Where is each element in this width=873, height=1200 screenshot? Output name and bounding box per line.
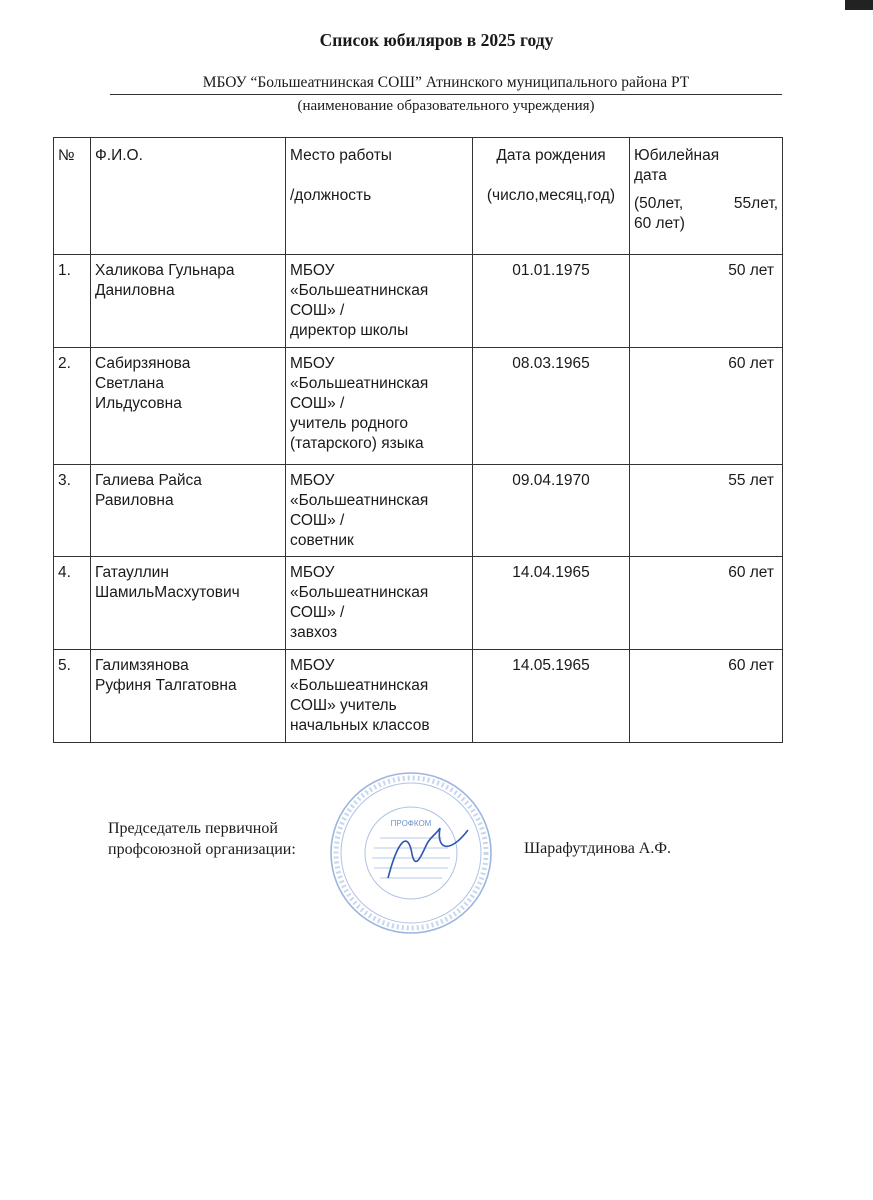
work-line: МБОУ — [290, 472, 335, 489]
cell-birth-date: 09.04.1970 — [473, 465, 630, 557]
fio-line: Галиева Райса — [95, 472, 202, 489]
work-line: СОШ» / — [290, 604, 345, 621]
union-stamp — [328, 770, 494, 936]
document-title: Список юбиляров в 2025 году — [319, 30, 554, 50]
table-row — [54, 650, 783, 743]
cell-fio — [91, 557, 286, 650]
cell-jubilee: 55 лет — [630, 465, 783, 557]
stamp-center-text: ПРОФКОМ — [390, 819, 432, 828]
cell-num: 5. — [54, 650, 91, 743]
fio-line: Даниловна — [95, 282, 175, 299]
stamp-outer-ring — [331, 773, 491, 933]
header-jub-line1: Юбилейная — [634, 147, 720, 164]
header-jub-line2: дата — [634, 167, 667, 184]
header-fio: Ф.И.О. — [91, 138, 286, 255]
table-row — [54, 465, 783, 557]
table-row — [54, 348, 783, 465]
signature-role — [108, 818, 296, 860]
work-line: «Большеатнинская — [290, 492, 429, 509]
header-jub-opt1: (50лет, — [634, 195, 684, 212]
cell-num: 4. — [54, 557, 91, 650]
header-work-line2: /должность — [290, 187, 372, 204]
header-num: № — [54, 138, 91, 255]
cell-work — [286, 650, 473, 743]
work-line: учитель родного — [290, 415, 408, 432]
work-line: МБОУ — [290, 262, 335, 279]
cell-work — [286, 557, 473, 650]
work-line: «Большеатнинская — [290, 677, 429, 694]
fio-line: Руфиня Талгатовна — [95, 677, 237, 694]
signature-name: Шарафутдинова А.Ф. — [524, 840, 671, 857]
fio-line: Сабирзянова — [95, 355, 191, 372]
fio-line: Халикова Гульнара — [95, 262, 235, 279]
cell-jubilee: 60 лет — [630, 557, 783, 650]
work-line: МБОУ — [290, 355, 335, 372]
work-line: «Большеатнинская — [290, 282, 429, 299]
fio-line: Светлана — [95, 375, 164, 392]
work-line: (татарского) языка — [290, 435, 424, 452]
cell-jubilee: 60 лет — [630, 650, 783, 743]
header-jub-line4: 60 лет) — [634, 215, 685, 232]
signature-role-line2: профсоюзной организации: — [108, 841, 296, 858]
cell-birth-date: 14.05.1965 — [473, 650, 630, 743]
fio-line: Равиловна — [95, 492, 174, 509]
work-line: СОШ» учитель — [290, 697, 397, 714]
header-date-line1: Дата рождения — [496, 147, 606, 164]
work-line: МБОУ — [290, 657, 335, 674]
fio-line: Ильдусовна — [95, 395, 182, 412]
organization-caption: (наименование образовательного учреждения) — [297, 98, 595, 114]
fio-line: ШамильМасхутович — [95, 584, 240, 601]
work-line: СОШ» / — [290, 395, 345, 412]
table-row — [54, 557, 783, 650]
header-jub-opt2: 55лет, — [733, 195, 778, 212]
header-work — [286, 138, 473, 255]
cell-birth-date: 14.04.1965 — [473, 557, 630, 650]
header-jubilee — [630, 138, 783, 255]
signature-role-line1: Председатель первичной — [108, 820, 278, 837]
header-work-line1: Место работы — [290, 147, 392, 164]
cell-num: 1. — [54, 255, 91, 348]
scan-corner-mark — [845, 0, 873, 10]
cell-fio — [91, 650, 286, 743]
table-header-row — [54, 138, 783, 255]
fio-line: Гатауллин — [95, 564, 169, 581]
cell-jubilee: 60 лет — [630, 348, 783, 465]
jubilee-table — [53, 137, 783, 743]
cell-num: 2. — [54, 348, 91, 465]
table-row — [54, 255, 783, 348]
cell-jubilee: 50 лет — [630, 255, 783, 348]
cell-work — [286, 465, 473, 557]
work-line: «Большеатнинская — [290, 375, 429, 392]
stamp-ring-text — [336, 778, 486, 928]
cell-birth-date: 01.01.1975 — [473, 255, 630, 348]
work-line: СОШ» / — [290, 512, 345, 529]
work-line: завхоз — [290, 624, 338, 641]
cell-work — [286, 255, 473, 348]
cell-fio — [91, 255, 286, 348]
organization-name: МБОУ “Большеатнинская СОШ” Атнинского муниципального района РТ — [110, 74, 782, 95]
header-date-line2: (число,месяц,год) — [486, 187, 616, 204]
cell-num: 3. — [54, 465, 91, 557]
work-line: МБОУ — [290, 564, 335, 581]
work-line: СОШ» / — [290, 302, 345, 319]
work-line: «Большеатнинская — [290, 584, 429, 601]
cell-fio — [91, 465, 286, 557]
header-date — [473, 138, 630, 255]
work-line: советник — [290, 532, 354, 549]
work-line: директор школы — [290, 322, 409, 339]
cell-birth-date: 08.03.1965 — [473, 348, 630, 465]
cell-fio — [91, 348, 286, 465]
stamp-inner-lines — [372, 838, 450, 878]
cell-work — [286, 348, 473, 465]
stamp-middle-ring — [341, 783, 481, 923]
handwritten-signature — [388, 828, 468, 878]
fio-line: Галимзянова — [95, 657, 189, 674]
work-line: начальных классов — [290, 717, 430, 734]
